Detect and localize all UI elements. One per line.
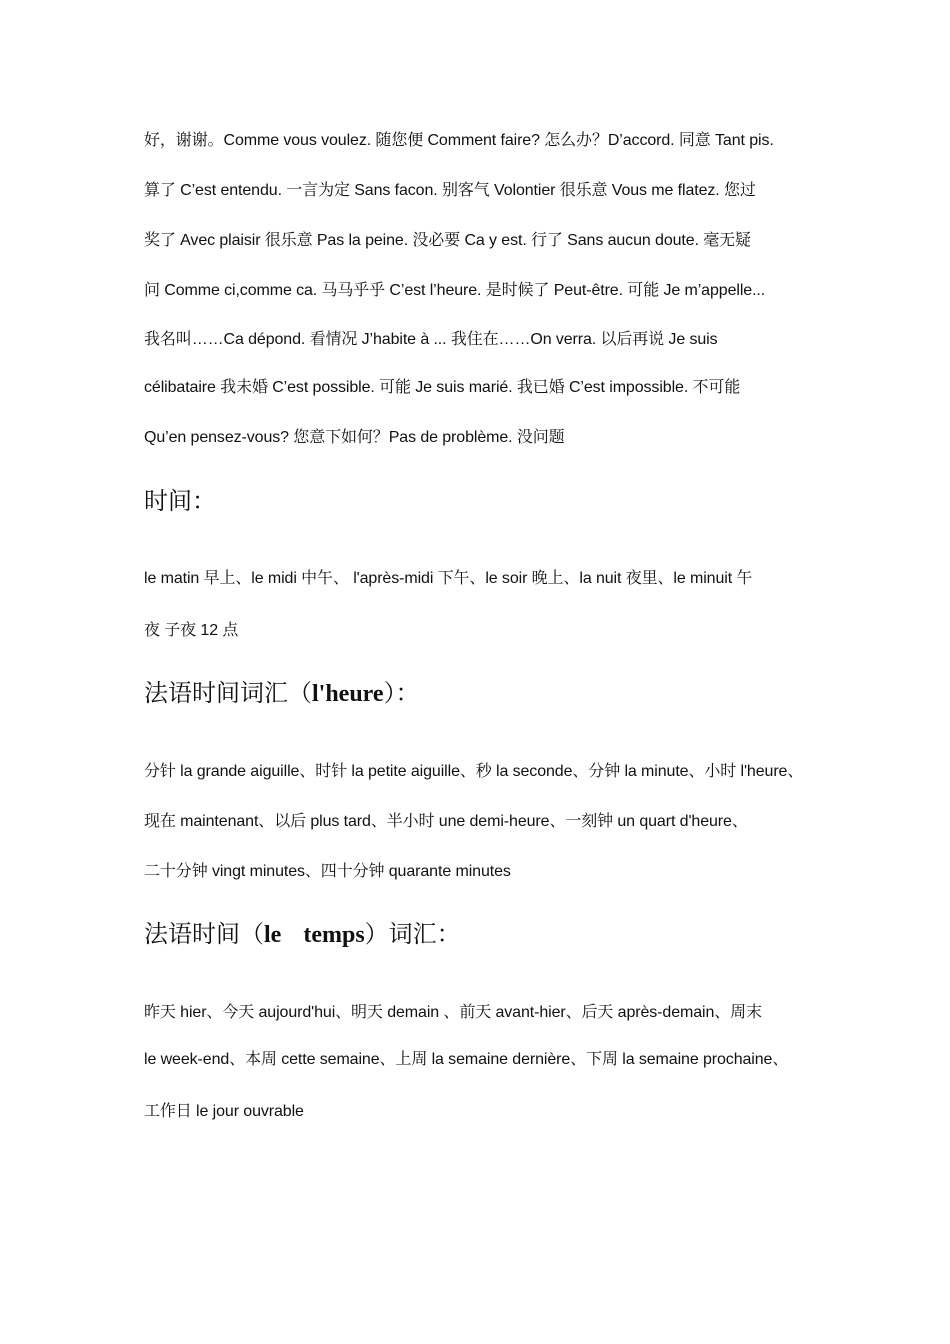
phrase-line-7: Qu’en pensez-vous? 您意下如何？Pas de problème. 没问题 (144, 429, 565, 446)
heading-heure (144, 678, 420, 709)
heading-heure-suffix: ）： (383, 679, 420, 707)
heading-time: 时间： (144, 487, 216, 515)
temps-line-2: le week-end、本周 cette semaine、上周 la semaine dernière、下周 la semaine prochaine、 (144, 1051, 789, 1068)
phrase-line-6: célibataire 我未婚 C’est possible. 可能 Je suis marié. 我已婚 C’est impossible. 不可能 (144, 379, 741, 396)
heading-temps-suffix: ）词汇： (364, 920, 461, 948)
phrase-line-4: 问 Comme ci,comme ca. 马马乎乎 C’est l’heure. 是时候了 Peut-être. 可能 Je m’appelle... (144, 282, 766, 299)
phrase-line-1: 好，谢谢。Comme vous voulez. 随您便 Comment faire? 怎么办？D’accord. 同意 Tant pis. (144, 132, 774, 149)
heure-line-3: 二十分钟 vingt minutes、四十分钟 quarante minutes (144, 863, 511, 880)
heading-heure-latin: l'heure (312, 681, 384, 707)
phrase-line-5: 我名叫……Ca dépond. 看情况 J’habite à ... 我住在……On verra. 以后再说 Je suis (144, 331, 718, 348)
heading-temps-prefix: 法语时间（ (144, 920, 264, 948)
time-line-1: le matin 早上、le midi 中午、 l'après-midi 下午、le soir 晚上、la nuit 夜里、le minuit 午 (144, 570, 753, 587)
heading-temps-latin-1: le (264, 922, 282, 948)
heading-temps-latin-2: temps (303, 922, 365, 948)
temps-line-3: 工作日 le jour ouvrable (144, 1103, 304, 1120)
heure-line-2: 现在 maintenant、以后 plus tard、半小时 une demi-heure、一刻钟 un quart d'heure、 (144, 813, 748, 830)
heading-heure-prefix: 法语时间词汇（ (144, 679, 312, 707)
phrase-line-3: 奖了 Avec plaisir 很乐意 Pas la peine. 没必要 Ca y est. 行了 Sans aucun doute. 毫无疑 (144, 232, 751, 249)
heure-line-1: 分针 la grande aiguille、时针 la petite aiguille、秒 la seconde、分钟 la minute、小时 l'heure、 (144, 763, 804, 780)
heading-temps (144, 919, 461, 950)
time-line-2: 夜 子夜 12 点 (144, 622, 239, 639)
phrase-line-2: 算了 C’est entendu. 一言为定 Sans facon. 别客气 Volontier 很乐意 Vous me flatez. 您过 (144, 182, 756, 199)
temps-line-1: 昨天 hier、今天 aujourd'hui、明天 demain 、前天 avant-hier、后天 après-demain、周末 (144, 1004, 762, 1021)
